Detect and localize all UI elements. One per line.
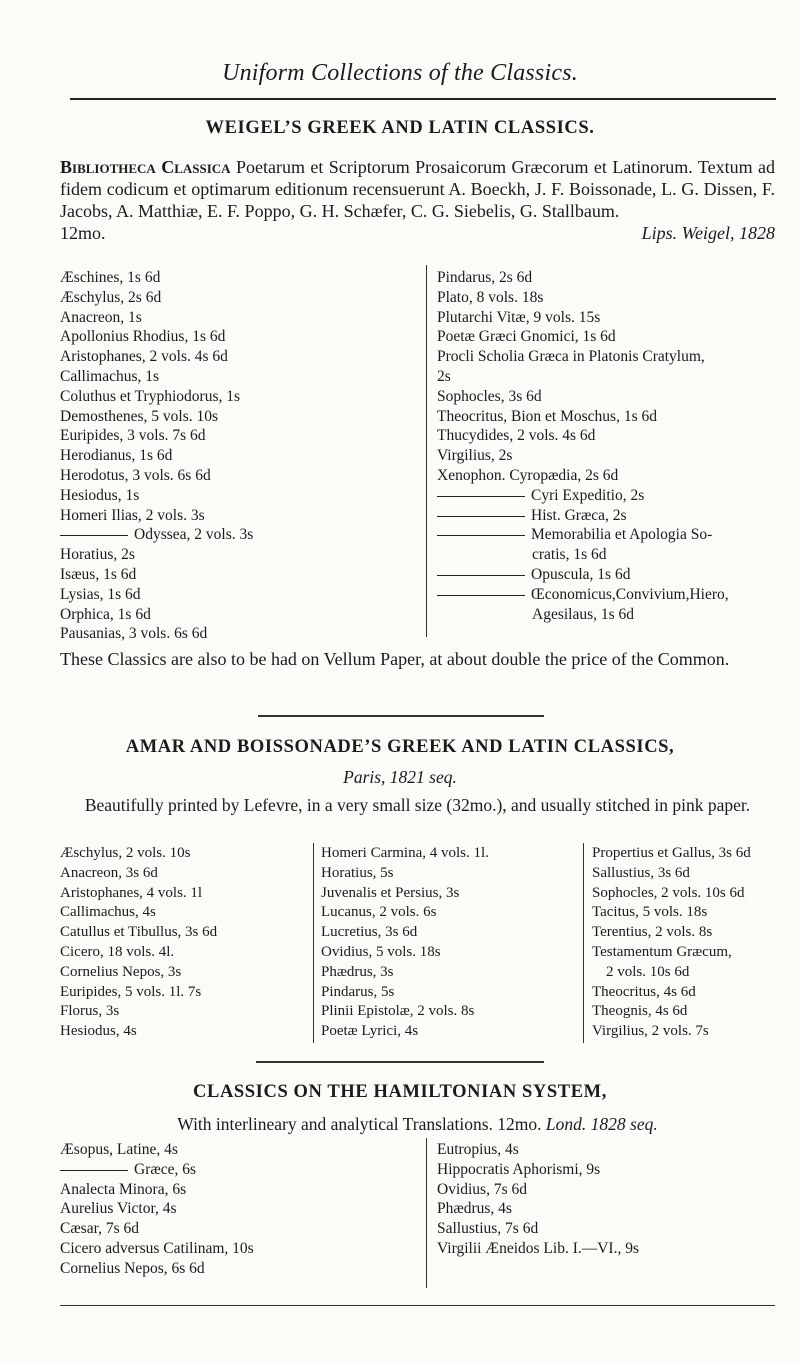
list-item: Horatius, 2s [60, 546, 135, 564]
list-item: Ovidius, 5 vols. 18s [321, 943, 441, 960]
list-item: Pindarus, 2s 6d [437, 269, 533, 286]
list-item: Plutarchi Vitæ, 9 vols. 15s [437, 308, 601, 326]
list-item: Procli Scholia Græca in Platonis Cratylum, [437, 348, 705, 366]
list-item: Virgilius, 2s [437, 447, 513, 465]
list-item: Virgilii Æneidos Lib. I.—VI., 9s [437, 1239, 639, 1257]
weigel-intro-lead: Bibliotheca Classica [60, 157, 231, 177]
list-item: Plato, 8 vols. 18s [437, 288, 544, 306]
list-item: 2s [437, 367, 451, 385]
list-item: Æschines, 1s 6d [60, 269, 161, 286]
list-item: Sophocles, 2 vols. 10s 6d [592, 884, 745, 901]
list-item: Horatius, 5s [321, 864, 394, 881]
list-item: Terentius, 2 vols. 8s [592, 924, 713, 941]
list-item-text: Græce, 6s [134, 1160, 196, 1178]
list-item: Orphica, 1s 6d [60, 605, 151, 623]
amar-section-title: AMAR AND BOISSONADE’S GREEK AND LATIN CLASSICS, [125, 737, 675, 757]
ditto-dash [60, 1170, 128, 1171]
list-item: Pausanias, 3 vols. 6s 6d [60, 625, 208, 643]
list-item: Thucydides, 2 vols. 4s 6d [437, 427, 596, 445]
list-item: Ovidius, 7s 6d [437, 1180, 527, 1198]
list-item: Euripides, 5 vols. 1l. 7s [60, 983, 202, 1000]
bottom-rule [60, 1305, 775, 1306]
list-item: Catullus et Tibullus, 3s 6d [60, 924, 218, 941]
list-item: Theocritus, 4s 6d [592, 983, 696, 1000]
list-item: Aurelius Victor, 4s [60, 1200, 177, 1218]
list-item: Agesilaus, 1s 6d [532, 605, 635, 623]
list-item: Sallustius, 3s 6d [592, 864, 690, 881]
list-item: Analecta Minora, 6s [60, 1180, 187, 1198]
list-item-text: Memorabilia et Apologia So- [531, 526, 713, 544]
list-item: Phædrus, 3s [321, 963, 394, 980]
amar-column-3 [592, 844, 792, 1042]
list-item [60, 1160, 410, 1180]
hamilton-intro [60, 1113, 775, 1135]
column-divider [426, 265, 427, 637]
list-item: cratis, 1s 6d [532, 546, 607, 564]
hamilton-section-title: CLASSICS ON THE HAMILTONIAN SYSTEM, [193, 1082, 607, 1102]
list-item: Demosthenes, 5 vols. 10s [60, 407, 219, 425]
ditto-dash [437, 535, 525, 536]
list-item: Lysias, 1s 6d [60, 585, 141, 603]
ditto-dash [437, 516, 525, 517]
list-item: Propertius et Gallus, 3s 6d [592, 845, 751, 861]
list-item: Homeri Carmina, 4 vols. 1l. [321, 845, 489, 861]
list-item: Theognis, 4s 6d [592, 1003, 688, 1020]
list-item: Theocritus, Bion et Moschus, 1s 6d [437, 407, 657, 425]
amar-imprint: Paris, 1821 seq. [343, 767, 457, 787]
ditto-dash [60, 535, 128, 536]
list-item: Poetæ Græci Gnomici, 1s 6d [437, 328, 616, 346]
list-item: Callimachus, 1s [60, 367, 160, 385]
list-item: Lucretius, 3s 6d [321, 924, 418, 941]
list-item: Xenophon. Cyropædia, 2s 6d [437, 466, 619, 484]
list-item: Æschylus, 2s 6d [60, 288, 162, 306]
list-item [60, 525, 420, 545]
list-item: Hippocratis Aphorismi, 9s [437, 1160, 601, 1178]
list-item: Cornelius Nepos, 3s [60, 963, 182, 980]
list-item: Florus, 3s [60, 1003, 120, 1020]
weigel-imprint: Lips. Weigel, 1828 [641, 223, 775, 243]
list-item-text: Opuscula, 1s 6d [531, 565, 631, 583]
list-item-text: Œconomicus,Convivium,Hiero, [531, 585, 729, 603]
list-item: Aristophanes, 4 vols. 1l [60, 884, 203, 901]
list-item: Isæus, 1s 6d [60, 565, 137, 583]
header-rule [70, 98, 776, 100]
list-item: Eutropius, 4s [437, 1141, 519, 1158]
list-item: Coluthus et Tryphiodorus, 1s [60, 387, 241, 405]
list-item: Hesiodus, 1s [60, 486, 140, 504]
list-item [437, 565, 782, 585]
column-divider [313, 843, 314, 1043]
list-item: Tacitus, 5 vols. 18s [592, 904, 708, 921]
hamilton-intro-text: With interlineary and analytical Translations. 12mo. [177, 1114, 542, 1134]
list-item: Æschylus, 2 vols. 10s [60, 845, 191, 861]
list-item: Lucanus, 2 vols. 6s [321, 904, 437, 921]
list-item: Æsopus, Latine, 4s [60, 1141, 178, 1158]
list-item: Anacreon, 1s [60, 308, 142, 326]
list-item: Cicero adversus Catilinam, 10s [60, 1239, 254, 1257]
list-item: Cornelius Nepos, 6s 6d [60, 1259, 205, 1277]
amar-column-2 [321, 844, 576, 1042]
list-item: Pindarus, 5s [321, 983, 395, 1000]
list-item: Cæsar, 7s 6d [60, 1220, 140, 1238]
page-title: Uniform Collections of the Classics. [222, 60, 578, 86]
weigel-left-column [60, 268, 420, 644]
weigel-format: 12mo. [60, 223, 106, 243]
list-item: Callimachus, 4s [60, 904, 156, 921]
list-item: Apollonius Rhodius, 1s 6d [60, 328, 226, 346]
list-item-text: Cyri Expeditio, 2s [531, 486, 645, 504]
ditto-dash [437, 575, 525, 576]
list-item: Anacreon, 3s 6d [60, 864, 158, 881]
hamilton-imprint: Lond. 1828 seq. [545, 1114, 658, 1134]
hamilton-right-column [437, 1140, 782, 1259]
amar-column-1 [60, 844, 310, 1042]
list-item: Sallustius, 7s 6d [437, 1220, 539, 1238]
ditto-dash [437, 496, 525, 497]
list-item: Phædrus, 4s [437, 1200, 512, 1218]
list-item: 2 vols. 10s 6d [606, 963, 690, 980]
list-item-text: Odyssea, 2 vols. 3s [134, 526, 254, 544]
list-item: Cicero, 18 vols. 4l. [60, 943, 175, 960]
list-item [437, 486, 782, 506]
weigel-right-column [437, 268, 782, 624]
list-item [437, 525, 782, 545]
list-item: Herodotus, 3 vols. 6s 6d [60, 466, 211, 484]
list-item: Juvenalis et Persius, 3s [321, 884, 460, 901]
list-item: Testamentum Græcum, [592, 943, 732, 960]
weigel-section-title: WEIGEL’S GREEK AND LATIN CLASSICS. [205, 118, 595, 138]
list-item: Euripides, 3 vols. 7s 6d [60, 427, 206, 445]
amar-intro: Beautifully printed by Lefevre, in a very small size (32mo.), and usually stitched in pink paper. [84, 795, 751, 815]
weigel-intro-text: Poetarum et Scriptorum Prosaicorum Græcorum et Latinorum. Textum ad fidem codicum et optimarum editionum recensuerunt A. Boeckh, J. F. Boissonade, L. G. Dissen, F. Jacobs, A. Matthiæ, E. F. Poppo, G. H. Schæfer, C. G. Siebelis, G. Stallbaum. [60, 157, 775, 221]
list-item: Plinii Epistolæ, 2 vols. 8s [321, 1003, 475, 1020]
column-divider [583, 843, 584, 1043]
list-item: Poetæ Lyrici, 4s [321, 1023, 419, 1040]
list-item: Aristophanes, 2 vols. 4s 6d [60, 348, 228, 366]
weigel-intro [60, 156, 775, 244]
weigel-vellum-note: These Classics are also to be had on Vellum Paper, at about double the price of the Common. [60, 649, 730, 669]
list-item [437, 585, 782, 605]
section-divider [258, 715, 544, 717]
ditto-dash [437, 595, 525, 596]
list-item: Hesiodus, 4s [60, 1023, 137, 1040]
list-item: Homeri Ilias, 2 vols. 3s [60, 506, 205, 524]
list-item [437, 506, 782, 526]
list-item: Herodianus, 1s 6d [60, 447, 173, 465]
list-item: Sophocles, 3s 6d [437, 387, 542, 405]
list-item: Virgilius, 2 vols. 7s [592, 1023, 709, 1040]
column-divider [426, 1138, 427, 1288]
list-item-text: Hist. Græca, 2s [531, 506, 627, 524]
section-divider [256, 1061, 544, 1063]
hamilton-left-column [60, 1140, 410, 1279]
